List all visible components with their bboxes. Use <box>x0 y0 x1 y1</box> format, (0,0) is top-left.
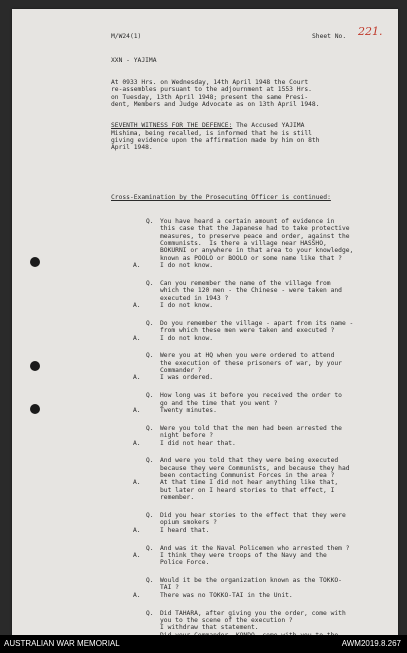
seventh-witness-line: giving evidence upon the affirmation made by him on 8th <box>111 136 320 144</box>
answer-marker: A. <box>133 262 141 270</box>
question-line: from which these men were taken and executed ? <box>160 327 335 335</box>
answer-line: I was ordered. <box>160 374 214 382</box>
question-marker: Q. <box>146 544 154 552</box>
answer-line: but later on I heard stories to that effect, I <box>160 486 335 494</box>
question-line: because they were Communists, and because they had <box>160 464 350 472</box>
answer-marker: A. <box>133 334 141 342</box>
question-line: Would it be the organization known as the TOKKO- <box>160 577 342 585</box>
answer-line: I think they were troops of the Navy and the <box>160 551 327 559</box>
answer-line: I do not know. <box>160 302 214 309</box>
document-page <box>12 9 398 635</box>
question-line: Commander ? <box>160 367 202 375</box>
answer-line: I heard that. <box>160 526 210 534</box>
seventh-witness-heading: SEVENTH WITNESS FOR THE DEFENCE: <box>111 122 233 129</box>
footer-accession: AWM2019.8.267 <box>341 639 401 648</box>
seventh-witness-heading-rest: The Accused YAJIMA <box>232 122 305 129</box>
question-line: the execution of these prisoners of war, by your <box>160 359 342 367</box>
footer-bar <box>0 635 407 653</box>
question-line: Can you remember the name of the village from <box>160 279 331 287</box>
question-line: Communists. Is there a village near HASSHO, <box>160 240 327 248</box>
answer-marker: A. <box>133 439 141 447</box>
answer-marker: A. <box>133 526 141 534</box>
question-marker: Q. <box>146 279 154 287</box>
answer-marker: A. <box>133 302 141 309</box>
question-line: TAI ? <box>160 584 179 592</box>
question-line: And was it the Naval Policemen who arrested them ? <box>160 544 350 552</box>
question-marker: Q. <box>146 218 154 225</box>
question-marker: Q. <box>146 424 154 432</box>
answer-marker: A. <box>133 591 141 599</box>
question-marker: Q. <box>146 577 154 585</box>
answer-line: Police Force. <box>160 559 210 567</box>
answer-line: I do not know. <box>160 334 214 342</box>
question-line: Were you at HQ when you were ordered to attend <box>160 352 335 360</box>
punch-hole <box>30 361 40 371</box>
question-line: How long was it before you received the order to <box>160 392 342 400</box>
question-marker: Q. <box>146 392 154 400</box>
answer-line: remember. <box>160 494 195 502</box>
question-line: you to the scene of the execution ? <box>160 617 293 624</box>
answer-marker: A. <box>133 374 141 382</box>
answer-line: There was no TOKKO-TAI in the Unit. <box>160 591 293 599</box>
question-line: Were you told that the men had been arrested the <box>160 424 342 432</box>
question-line: known as POOLO or BOOLO or some name like that ? <box>160 254 342 262</box>
question-marker: Q. <box>146 319 154 327</box>
question-line: go and the time that you went ? <box>160 399 278 407</box>
question-line: And were you told that they were being executed <box>160 457 339 465</box>
punch-hole <box>30 257 40 267</box>
doc-reference: M/W24(1) <box>111 33 142 40</box>
question-marker: Q. <box>146 457 154 465</box>
intro-line: re-assembles pursuant to the adjournment at 1553 Hrs. <box>111 86 312 94</box>
question-marker: Q. <box>146 352 154 360</box>
intro-line: dent, Members and Judge Advocate as on 13th April 1948. <box>111 101 320 109</box>
answer-line: At that time I did not hear anything like that, <box>160 479 339 487</box>
question-line: night before ? <box>160 432 214 440</box>
question-marker: Q. <box>146 512 154 519</box>
question-line: You have heard a certain amount of evidence in <box>160 218 335 225</box>
question-line: executed in 1943 ? <box>160 294 229 302</box>
seventh-witness-line: Mishima, being recalled, is informed that he is still <box>111 129 312 137</box>
question-line: been contacting Communist Forces in the area ? <box>160 472 335 480</box>
question-line: Did TAHARA, after giving you the order, come with <box>160 609 346 617</box>
answer-line: Twenty minutes. <box>160 407 217 414</box>
question-line: BOKURNI or anywhere in that area to your knowledge, <box>160 247 354 255</box>
question-line: Did you hear stories to the effect that they were <box>160 512 346 519</box>
intro-line: on Tuesday, 13th April 1948; present the same Presi- <box>111 93 309 101</box>
punch-hole <box>30 404 40 414</box>
answer-marker: A. <box>133 551 141 559</box>
question-line: measures, to preserve peace and order, against the <box>160 232 350 240</box>
intro-line: At 0933 Hrs. on Wednesday, 14th April 1948 the Court <box>111 79 309 86</box>
answer-marker: A. <box>133 479 141 487</box>
question-line: opium smokers ? <box>160 519 217 527</box>
question-marker: Q. <box>146 609 154 617</box>
seventh-witness-first-line <box>111 122 304 129</box>
question-line: this case that the Japanese had to take protective <box>160 225 350 233</box>
page-title: XXN - YAJIMA <box>111 57 157 64</box>
seventh-witness-line: April 1948. <box>111 144 153 152</box>
cross-exam-heading: Cross-Examination by the Prosecuting Officer is continued: <box>111 194 331 201</box>
answer-line: I do not know. <box>160 262 214 270</box>
question-line: I withdraw that statement. <box>160 624 259 632</box>
question-line: which the 120 men - the Chinese - were taken and <box>160 287 342 295</box>
answer-marker: A. <box>133 407 141 414</box>
answer-line: I did not hear that. <box>160 439 236 447</box>
sheet-number: 221. <box>358 25 383 38</box>
footer-source: AUSTRALIAN WAR MEMORIAL <box>4 639 120 648</box>
sheet-label: Sheet No. <box>312 33 347 40</box>
question-line: Do you remember the village - apart from its name - <box>160 319 354 327</box>
